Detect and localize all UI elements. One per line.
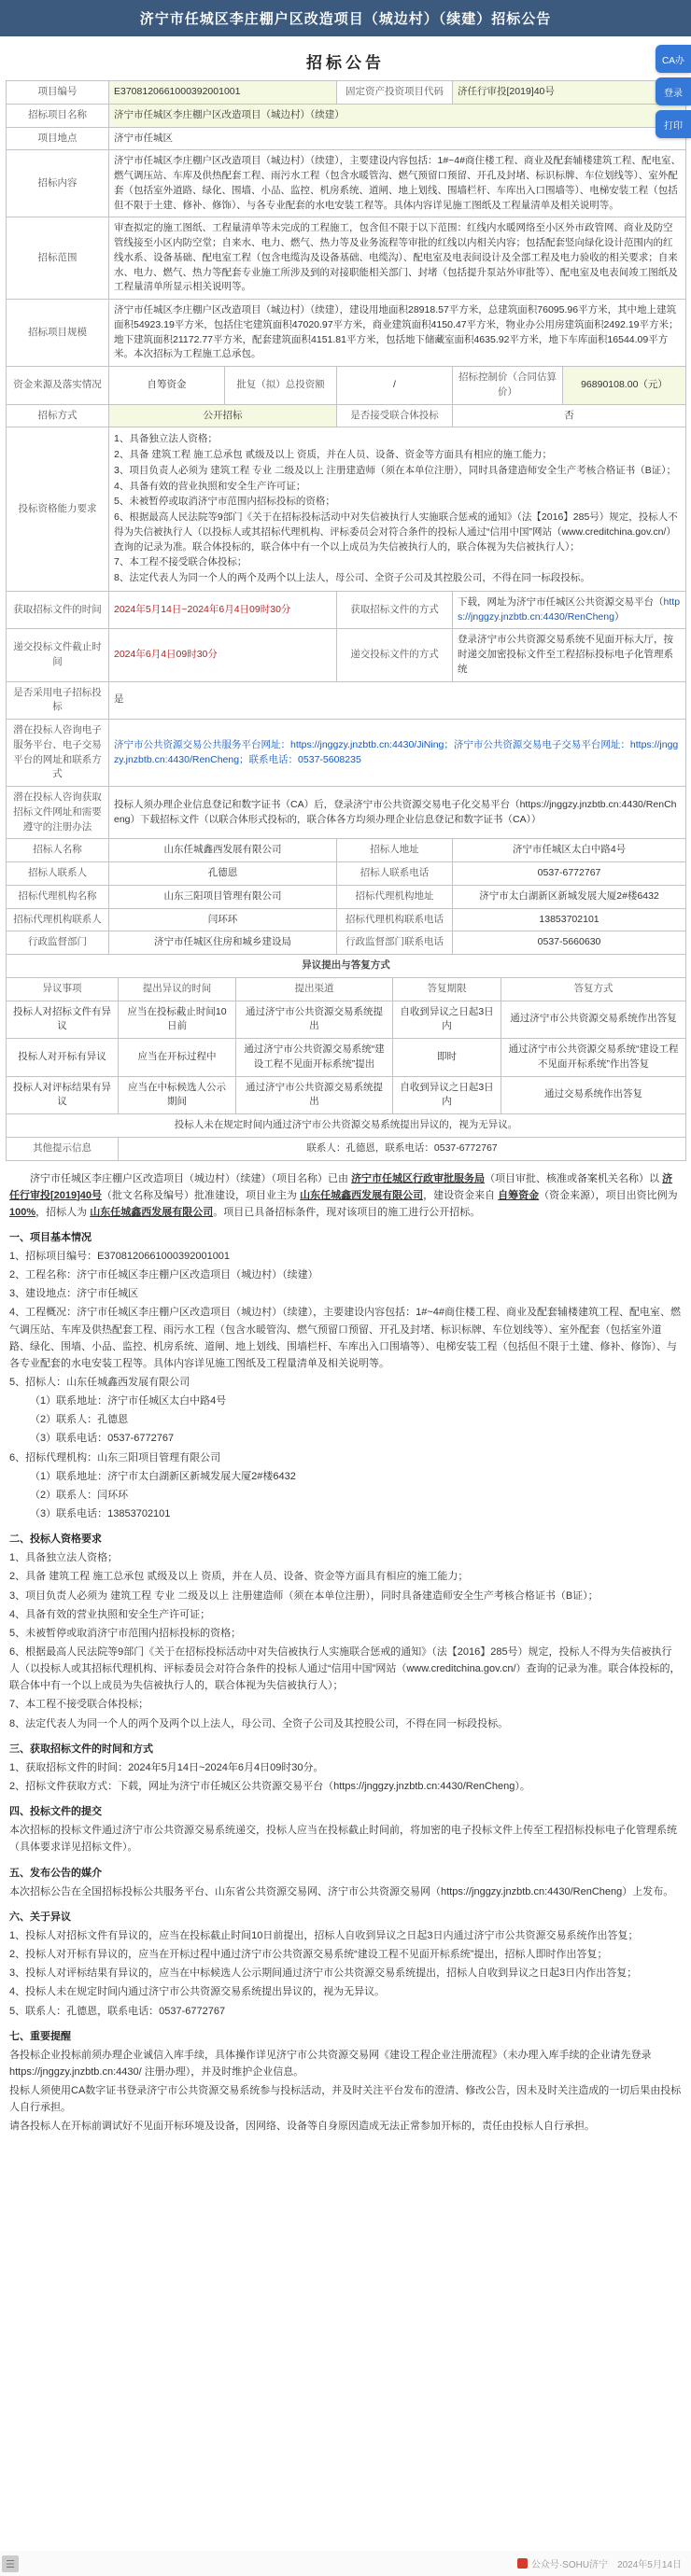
row-project-location (7, 127, 686, 150)
announcement-table (6, 80, 686, 955)
body-line: 3、项目负责人必须为 建筑工程 专业 二级及以上 注册建造师（须在本单位注册），同时具备建造师安全生产考核合格证书（B证）； (9, 1589, 599, 1602)
value-tenderer-phone: 0537-6772767 (453, 862, 686, 886)
value-control-price: 96890108.00（元） (563, 367, 686, 405)
body-line: 五、发布公告的媒介 (9, 1867, 102, 1879)
objection-channel-cell: 通过济宁市公共资源交易系统“建设工程不见面开标系统”提出 (236, 1039, 393, 1077)
qualification-item: 4、具备有效的营业执照和安全生产许可证； (114, 480, 306, 492)
intro-part: 山东任城鑫西发展有限公司 (90, 1206, 214, 1218)
doc-obtain-text-close: ） (613, 610, 625, 623)
body-line: 二、投标人资格要求 (9, 1533, 102, 1546)
body-line: 2、投标人对开标有异议的，应当在开标过程中通过济宁市公共资源交易系统“建设工程不见面开标系统”提出，招标人即时作出答复； (9, 1949, 608, 1961)
body-line: 本次招标公告在全国招标投标公共服务平台、山东省公共资源交易网、济宁市公共资源交易网（https://jnggzy.jnzbtb.cn:4430/RenCheng）上发布。 (9, 1885, 674, 1897)
value-doc-obtain-time: 2024年5月14日~2024年6月4日09时30分 (109, 591, 337, 629)
label-other-info: 其他提示信息 (7, 1137, 119, 1160)
objection-deadline-cell: 自收到异议之日起3日内 (393, 1076, 501, 1114)
row-bid-deadline (7, 629, 686, 681)
intro-part: 自筹资金 (498, 1189, 540, 1201)
label-doc-obtain-time: 获取招标文件的时间 (7, 591, 109, 629)
body-line: 1、获取招标文件的时间：2024年5月14日~2024年6月4日09时30分。 (9, 1761, 324, 1773)
value-tender-scope: 审查拟定的施工图纸、工程量清单等未完成的工程施工，包含但不限于以下范围：红线内水暖网络至小区外市政管网、商业及防空管线接至小区内防空堂；自来水、电力、燃气、热力等及业务流程等审批的红线以内相关内容；包括配套竖向绿化设计范围内的红线水系、设备基础、配电室工程（包含电缆沟及设备基础、电缆沟）、配电室及电表间设计及全部工程及电力验收的相关要求；自来水、电力、燃气、热力等配套专业施工所涉及到的对接职能相关部门、封堵（包括提升泵站外审批等）、配电室及电表间竣工图纸及工程量清单所显示相关说明等。 (109, 217, 686, 300)
objection-item-cell: 投标人对评标结果有异议 (7, 1076, 119, 1114)
value-tenderer-name: 山东任城鑫西发展有限公司 (109, 839, 337, 862)
label-control-price: 招标控制价（合同估算价） (453, 367, 563, 405)
objection-row (7, 1076, 686, 1114)
intro-part: 100% (9, 1206, 36, 1218)
qualification-item: 2、具备 建筑工程 施工总承包 贰级及以上 资质，并在人员、设备、资金等方面具有相应的施工能力； (114, 449, 553, 460)
platform-link[interactable]: https://jnggzy.jnzbtb.cn:4430/RenCheng (458, 595, 681, 623)
objection-title-row (7, 955, 686, 978)
label-supervisor: 行政监督部门 (7, 931, 109, 955)
value-project-scale: 济宁市任城区李庄棚户区改造项目（城边村）（续建），建设用地面积28918.57平方米，总建筑面积76095.96平方米，其中地上建筑面积54923.19平方米，包括住宅建筑面积47020.97平方米，商业建筑面积4150.47平方米，物业办公用房建筑面积2492.19平方米；地下建筑面积21172.77平方米，配套建筑面积4151.81平方米，包括地下储藏室面积4635.92平方米，地下车库面积16544.09平方米。本次招标为工程施工总承包。 (109, 300, 686, 367)
body-line: 5、未被暂停或取消济宁市范围内招标投标的资格； (9, 1627, 242, 1639)
body-line: （2）联系人：孔德恩 (30, 1414, 129, 1426)
objection-reply-cell: 通过交易系统作出答复 (501, 1076, 686, 1114)
objection-time-cell: 应当在中标候选人公示期间 (119, 1076, 236, 1114)
label-tenderer-name: 招标人名称 (7, 839, 109, 862)
row-fund-source (7, 367, 686, 405)
label-tender-scope: 招标范围 (7, 217, 109, 300)
intro-part: （批文名称及编号）批准建设，项目业主为 (102, 1189, 301, 1201)
intro-part: 。项目已具备招标条件，现对该项目的施工进行公开招标。 (213, 1206, 481, 1218)
login-button[interactable]: 登录 (656, 77, 691, 105)
value-approved-investment: / (337, 367, 453, 405)
body-line: 6、招标代理机构：山东三阳项目管理有限公司 (9, 1451, 221, 1463)
objection-header-row (7, 977, 686, 1001)
row-agency-contact (7, 908, 686, 931)
row-agency (7, 885, 686, 908)
row-tender-method (7, 404, 686, 427)
label-supervisor-phone: 行政监督部门联系电话 (337, 931, 453, 955)
body-line: 各投标企业投标前须办理企业诚信入库手续，具体操作详见济宁市公共资源交易网《建设工程企业注册流程》（未办理入库手续的企业请先登录 https://jnggzy.jnzbtb.cn:4430/ 注册办理），并及时维护企业信息。 (9, 2049, 652, 2078)
objection-time-cell: 应当在开标过程中 (119, 1039, 236, 1077)
value-agency-address: 济宁市太白湖新区新城发展大厦2#楼6432 (453, 885, 686, 908)
label-doc-obtain-method: 获取招标文件的方式 (337, 591, 453, 629)
row-registration-method (7, 787, 686, 839)
value-tenderer-contact: 孔德恩 (109, 862, 337, 886)
value-fund-source: 自筹资金 (109, 367, 225, 405)
body-line: （3）联系电话：13853702101 (30, 1508, 171, 1520)
label-project-number: 项目编号 (7, 81, 109, 105)
label-e-tender: 是否采用电子招标投标 (7, 681, 109, 720)
objection-col-channel: 提出渠道 (236, 977, 393, 1001)
label-approved-investment: 批复（拟）总投资额 (225, 367, 337, 405)
label-tenderer-contact: 招标人联系人 (7, 862, 109, 886)
floating-toolbar (656, 45, 691, 138)
value-project-name: 济宁市任城区李庄棚户区改造项目（城边村）（续建） (109, 104, 686, 127)
objection-reply-cell: 通过济宁市公共资源交易系统“建设工程不见面开标系统”作出答复 (501, 1039, 686, 1077)
value-supervisor-phone: 0537-5660630 (453, 931, 686, 955)
body-line: 5、联系人：孔德恩，联系电话：0537-6772767 (9, 2005, 226, 2017)
body-line: 投标人须使用CA数字证书登录济宁市公共资源交易系统参与投标活动，并及时关注平台发布的澄清、修改公告，因未及时关注造成的一切后果由投标人自行承担。 (9, 2085, 682, 2114)
objection-col-reply: 答复方式 (501, 977, 686, 1001)
objection-item-cell: 投标人对开标有异议 (7, 1039, 119, 1077)
row-doc-obtain-time (7, 591, 686, 629)
sohu-logo-icon (517, 2558, 528, 2569)
label-agency-phone: 招标代理机构联系电话 (337, 908, 453, 931)
value-agency-name: 山东三阳项目管理有限公司 (109, 885, 337, 908)
intro-part: ，招标人为 (35, 1206, 91, 1218)
objection-col-deadline: 答复期限 (393, 977, 501, 1001)
body-line: 请各投标人在开标前调试好不见面开标环境及设备，因网络、设备等自身原因造成无法正常参加开标的，责任由投标人自行承担。 (9, 2121, 595, 2133)
value-project-number: E3708120661000392001001 (109, 81, 337, 105)
objection-note: 投标人未在规定时间内通过济宁市公共资源交易系统提出异议的，视为无异议。 (7, 1114, 686, 1138)
body-line: 一、项目基本情况 (9, 1231, 92, 1243)
body-line: 2、工程名称：济宁市任城区李庄棚户区改造项目（城边村）（续建） (9, 1269, 318, 1281)
body-line: 2、具备 建筑工程 施工总承包 贰级及以上 资质，并在人员、设备、资金等方面具有相应的施工能力； (9, 1571, 469, 1583)
value-agency-contact: 闫环环 (109, 908, 337, 931)
intro-part: （项目审批、核准或备案机关名称）以 (485, 1172, 663, 1184)
label-tenderer-address: 招标人地址 (337, 839, 453, 862)
objection-row (7, 1039, 686, 1077)
corner-widget-button[interactable]: ☰ (2, 2555, 19, 2572)
objection-reply-cell: 通过济宁市公共资源交易系统作出答复 (501, 1001, 686, 1039)
intro-part: 济宁市任城区李庄棚户区改造项目（城边村）（续建）（项目名称）已由 (30, 1172, 352, 1184)
row-qualification (7, 427, 686, 592)
objection-table (6, 954, 686, 1161)
label-project-scale: 招标项目规模 (7, 300, 109, 367)
qualification-item: 7、本工程不接受联合体投标； (114, 556, 247, 568)
body-line: 1、具备独立法人资格； (9, 1552, 119, 1564)
value-consortium-accepted: 否 (453, 404, 686, 427)
body-line: 3、投标人对评标结果有异议的，应当在中标候选人公示期间通过济宁市公共资源交易系统提出，招标人自收到异议之日起3日内作出答复； (9, 1967, 638, 1980)
qualification-item: 3、项目负责人必须为 建筑工程 专业 二级及以上 注册建造师（须在本单位注册），同时具备建造师安全生产考核合格证书（B证）； (114, 464, 677, 476)
page-footer (0, 2551, 691, 2576)
intro-paragraph (9, 1170, 682, 1221)
objection-channel-cell: 通过济宁市公共资源交易系统提出 (236, 1076, 393, 1114)
body-line: 6、根据最高人民法院等9部门《关于在招标投标活动中对失信被执行人实施联合惩戒的通知》（法【2016】285号）规定，投标人不得为失信被执行人（以投标人或其招标代理机构、评标委员会对符合条件的投标人通过“信用中国”网站（www.creditchina.gov.cn/）查询的记录为准。联合体投标的，联合体中有一个以上成员为失信被执行人的，联合体视为失信被执行人）； (9, 1646, 681, 1692)
objection-title: 异议提出与答复方式 (7, 955, 686, 978)
objection-note-row (7, 1114, 686, 1138)
label-tender-method: 招标方式 (7, 404, 109, 427)
value-bid-submit-method: 登录济宁市公共资源交易系统不见面开标大厅，按时递交加密投标文件至工程招标投标电子化管理系统 (453, 629, 686, 681)
intro-part: 济任行审投[2019]40号 (9, 1172, 673, 1201)
body-line: （1）联系地址：济宁市太白湖新区新城发展大厦2#楼6432 (30, 1470, 296, 1482)
body-lines (9, 1229, 682, 2135)
value-other-info: 联系人：孔德恩，联系电话：0537-6772767 (119, 1137, 686, 1160)
label-agency-address: 招标代理机构地址 (337, 885, 453, 908)
value-e-tender: 是 (109, 681, 686, 720)
body-line: 本次招标的投标文件通过济宁市公共资源交易系统递交，投标人应当在投标截止时间前，将加密的电子投标文件上传至工程招标投标电子化管理系统（具体要求详见招标文件）。 (9, 1825, 677, 1854)
value-tenderer-address: 济宁市任城区太白中路4号 (453, 839, 686, 862)
value-qualification (109, 427, 686, 592)
qualification-item: 6、根据最高人民法院等9部门《关于在招标投标活动中对失信被执行人实施联合惩戒的通知》（法【2016】285号）规定，投标人不得为失信被执行人（以投标人或其招标代理机构、评标委员会对符合条件的投标人通过“信用中国”网站（www.creditchina.gov.cn/）查询的记录为准。联合体投标的，联合体中有一个以上成员为失信被执行人的，联合体视为失信被执行人）； (114, 511, 678, 553)
qualification-item: 5、未被暂停或取消济宁市范围内招标投标的资格； (114, 496, 335, 508)
row-tenderer-contact (7, 862, 686, 886)
row-tenderer (7, 839, 686, 862)
value-investment-code: 济任行审投[2019]40号 (453, 81, 686, 105)
qualification-item: 1、具备独立法人资格； (114, 433, 218, 445)
row-supervisor (7, 931, 686, 955)
row-project-name (7, 104, 686, 127)
label-bid-deadline: 递交投标文件截止时间 (7, 629, 109, 681)
body-line: （1）联系地址：济宁市任城区太白中路4号 (30, 1395, 227, 1407)
body-line: 7、本工程不接受联合体投标； (9, 1699, 149, 1711)
body-line: 4、工程概况：济宁市任城区李庄棚户区改造项目（城边村）（续建），主要建设内容包括：1#~4#商住楼工程、商业及配套辅楼建筑工程、配电室、燃气调压站、车库及供热配套工程、雨污水工程（包含水暖管沟、燃气预留口预留、开孔及封堵、标识标牌、车位划线等）、室外配套（包括室外道路、绿化、围墙、小品、监控、机房系统、道闸、地上划线、围墙栏杆、车库出入口围墙等）、电梯安装工程（包括但不限于土建、修补、修饰）、与各专业配套的水电安装工程等。具体内容详见施工图纸及工程量清单及相关说明等。 (9, 1307, 682, 1369)
ca-button[interactable]: CA办 (656, 45, 691, 73)
value-supervisor: 济宁市任城区住房和城乡建设局 (109, 931, 337, 955)
doc-obtain-text: 下载，网址为济宁市任城区公共资源交易平台（ (458, 595, 664, 608)
announcement-text (6, 1161, 685, 2135)
label-registration-method: 潜在投标人咨询获取招标文件网址和需要遵守的注册办法 (7, 787, 109, 839)
objection-deadline-cell: 即时 (393, 1039, 501, 1077)
value-tender-method: 公开招标 (109, 404, 337, 427)
publish-date: 2024年5月14日 (617, 2560, 682, 2570)
row-project-scale (7, 300, 686, 367)
label-platform-contact: 潜在投标人咨询电子服务平台、电子交易平台的网址和联系方式 (7, 720, 109, 787)
label-tenderer-phone: 招标人联系电话 (337, 862, 453, 886)
body-line: 4、具备有效的营业执照和安全生产许可证； (9, 1608, 211, 1620)
objection-col-time: 提出异议的时间 (119, 977, 236, 1001)
brand (517, 2556, 608, 2570)
body-line: 5、招标人：山东任城鑫西发展有限公司 (9, 1377, 190, 1389)
body-line: 8、法定代表人为同一个人的两个及两个以上法人，母公司、全资子公司及其控股公司，不得在同一标段投标。 (9, 1717, 509, 1729)
body-line: 七、重要提醒 (9, 2030, 71, 2042)
value-tender-content: 济宁市任城区李庄棚户区改造项目（城边村）（续建），主要建设内容包括：1#~4#商住楼工程、商业及配套辅楼建筑工程、配电室、燃气调压站、车库及供热配套工程、雨污水工程（包含水暖管沟、燃气预留口预留、开孔及封堵、标识标牌、车位划线等）、室外配套（包括室外道路、绿化、围墙、小品、监控、机房系统、道闸、地上划线、围墙栏杆、车库出入口围墙等）、电梯安装工程（包括但不限于土建、修补、修饰）、与各专业配套的水电安装工程等。具体内容详见施工图纸及工程量清单及相关说明等。 (109, 150, 686, 217)
print-button[interactable]: 打印 (656, 110, 691, 138)
document-body (0, 36, 691, 2551)
objection-col-item: 异议事项 (7, 977, 119, 1001)
objection-deadline-cell: 自收到异议之日起3日内 (393, 1001, 501, 1039)
objection-other-row (7, 1137, 686, 1160)
label-project-name: 招标项目名称 (7, 104, 109, 127)
page-title: 济宁市任城区李庄棚户区改造项目（城边村）（续建）招标公告 (0, 0, 691, 36)
value-doc-obtain-method (453, 591, 686, 629)
value-registration-method: 投标人须办理企业信息登记和数字证书（CA）后，登录济宁市公共资源交易电子化交易平台（https://jnggzy.jnzbtb.cn:4430/RenCheng）下载招标文件（以联合体形式投标的，联合体各方均须办理企业信息登记和数字证书（CA）） (109, 787, 686, 839)
intro-part: 山东任城鑫西发展有限公司 (300, 1189, 424, 1201)
value-project-location: 济宁市任城区 (109, 127, 686, 150)
label-qualification: 投标资格能力要求 (7, 427, 109, 592)
label-investment-code: 固定资产投资项目代码 (337, 81, 453, 105)
body-line: （2）联系人：闫环环 (30, 1489, 129, 1501)
value-agency-phone: 13853702101 (453, 908, 686, 931)
objection-channel-cell: 通过济宁市公共资源交易系统提出 (236, 1001, 393, 1039)
label-bid-submit-method: 递交投标文件的方式 (337, 629, 453, 681)
qualification-list (114, 432, 681, 586)
label-agency-contact: 招标代理机构联系人 (7, 908, 109, 931)
brand-label: 公众号·SOHU济宁 (530, 2560, 609, 2570)
label-project-location: 项目地点 (7, 127, 109, 150)
intro-part: 济宁市任城区行政审批服务局 (351, 1172, 486, 1184)
intro-part: ，建设资金来自 (423, 1189, 499, 1201)
value-platform-contact[interactable]: 济宁市公共资源交易公共服务平台网址：https://jnggzy.jnzbtb.cn:4430/JiNing；济宁市公共资源交易电子交易平台网址：https://jnggzy.jnzbtb.cn:4430/RenCheng；联系电话：0537-5608235 (109, 720, 686, 787)
label-agency-name: 招标代理机构名称 (7, 885, 109, 908)
objection-rows (7, 1001, 686, 1114)
body-line: 3、建设地点：济宁市任城区 (9, 1288, 139, 1300)
body-line: 1、招标项目编号：E3708120661000392001001 (9, 1251, 231, 1263)
qualification-item: 8、法定代表人为同一个人的两个及两个以上法人，母公司、全资子公司及其控股公司，不得在同一标段投标。 (114, 572, 590, 583)
row-tender-scope (7, 217, 686, 300)
body-line: 四、投标文件的提交 (9, 1806, 102, 1818)
body-line: 三、获取招标文件的时间和方式 (9, 1743, 153, 1755)
label-tender-content: 招标内容 (7, 150, 109, 217)
document-title: 招标公告 (306, 54, 385, 72)
row-tender-content (7, 150, 686, 217)
label-consortium-accepted: 是否接受联合体投标 (337, 404, 453, 427)
body-line: （3）联系电话：0537-6772767 (30, 1433, 175, 1445)
row-project-number (7, 81, 686, 105)
intro-part: （资金来源），项目出资比例为 (539, 1189, 678, 1201)
body-line: 2、招标文件获取方式：下载，网址为济宁市任城区公共资源交易平台（https://jnggzy.jnzbtb.cn:4430/RenCheng）。 (9, 1781, 530, 1792)
body-line: 4、投标人未在规定时间内通过济宁市公共资源交易系统提出异议的，视为无异议。 (9, 1986, 386, 1998)
objection-item-cell: 投标人对招标文件有异议 (7, 1001, 119, 1039)
label-fund-source: 资金来源及落实情况 (7, 367, 109, 405)
row-e-tender (7, 681, 686, 720)
objection-row (7, 1001, 686, 1039)
body-line: 1、投标人对招标文件有异议的，应当在投标截止时间10日前提出，招标人自收到异议之日起3日内通过济宁市公共资源交易系统作出答复； (9, 1929, 639, 1941)
row-platform-contact (7, 720, 686, 787)
objection-time-cell: 应当在投标截止时间10日前 (119, 1001, 236, 1039)
body-line: 六、关于异议 (9, 1911, 71, 1923)
value-bid-deadline: 2024年6月4日09时30分 (109, 629, 337, 681)
